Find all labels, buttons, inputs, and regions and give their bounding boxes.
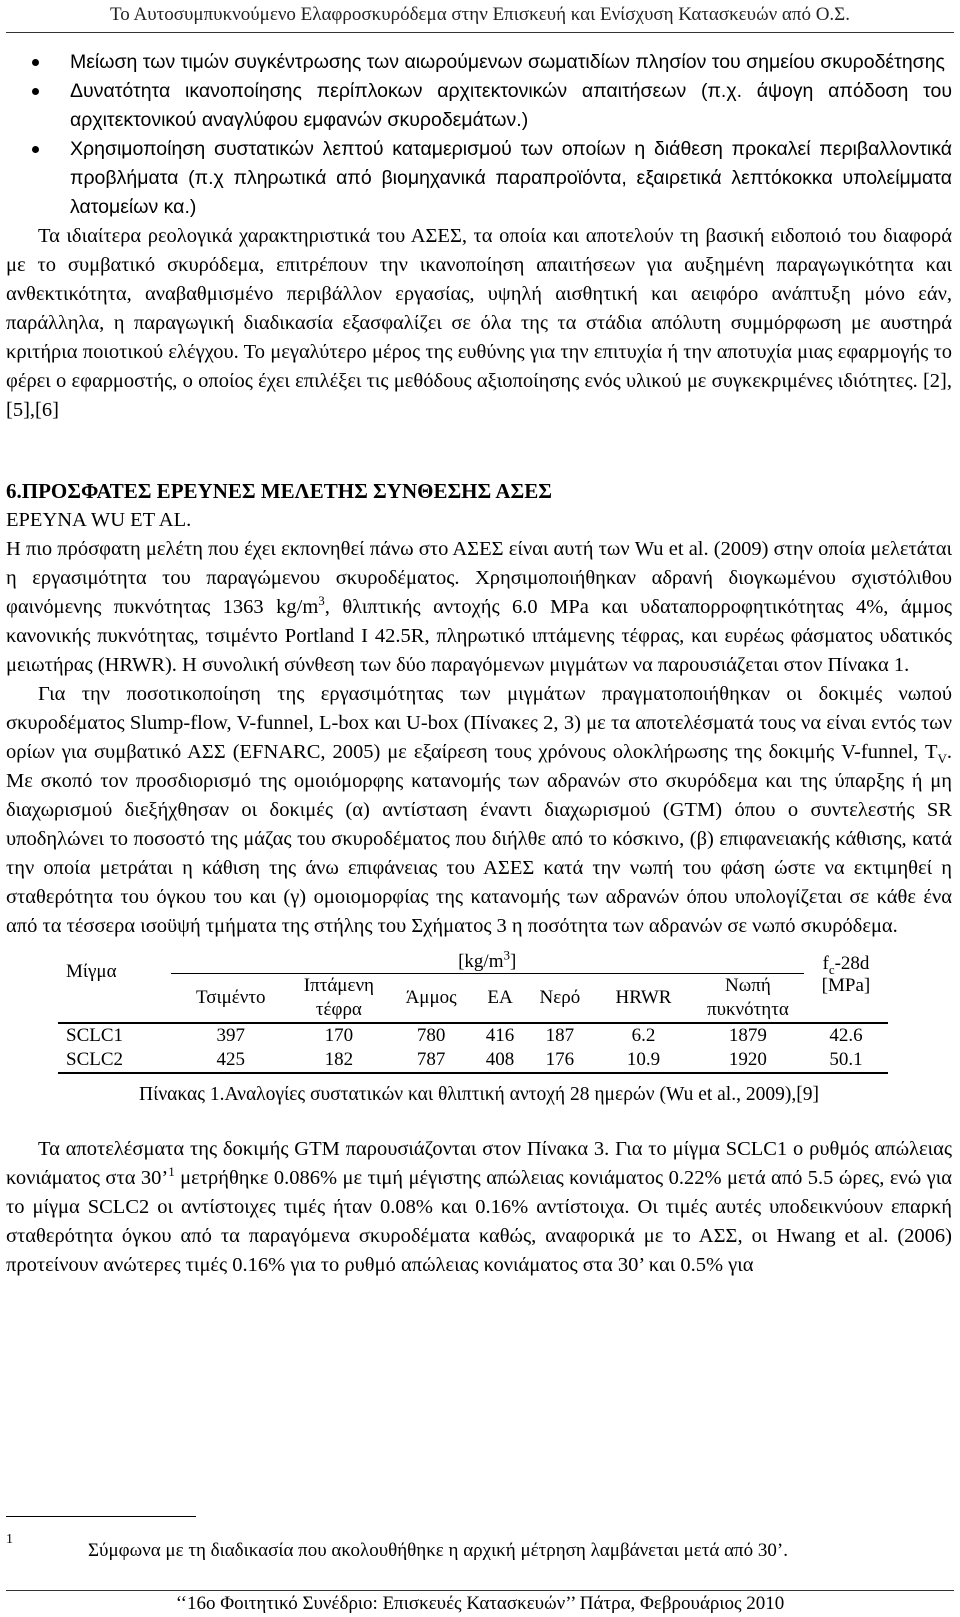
bullet-item: Δυνατότητα ικανοποίησης περίπλοκων αρχιτεκτονικών απαιτήσεων (π.χ. άψογη απόδοση του αρχιτεκτονικού αναγλύφου εμφανών σκυροδεμάτων.) — [6, 77, 952, 135]
table-row: SCLC2 425 182 787 408 176 10.9 1920 50.1 — [58, 1048, 888, 1073]
bullet-item: Μείωση των τιμών συγκέντρωσης των αιωρούμενων σωματιδίων πλησίον του σημείου σκυροδέτησης — [6, 48, 952, 77]
mix-proportions-table — [58, 947, 888, 1074]
paragraph-workability: Για την ποσοτικοποίηση της εργασιμότητας των μιγμάτων πραγματοποιήθηκαν οι δοκιμές νωπού σκυροδέματος Slump-flow, V-funnel, L-box και U-box (Πίνακες 2, 3) με τα αποτελέσματά τους να είναι εντός των ορίων για συμβατικό ΑΣΣ (EFNARC, 2005) με εξαίρεση τους χρόνους ολοκλήρωσης της δοκιμής V-funnel, $T_V$. Με σκοπό τον προσδιορισμό της ομοιόμορφης κατανομής των αδρανών στο σκυρόδεμα και της ύπαρξης ή μη διαχωρισμού διεξήχθησαν οι δοκιμές (α) αντίσταση έναντι διαχωρισμού (GTM) όπου ο συντελεστής SR υποδηλώνει το ποσοστό της μάζας του σκυροδέματος που διήλθε από το κόσκινο, (β) επιφανειακής κάθισης, κατά την οποία μετράται η κάθιση της άνω επιφάνειας του ΑΣΕΣ κατά την νωπή του φάση ώστε να εκτιμηθεί η σταθερότητα του όγκου του και (γ) ομοιομορφίας της κατανομής των αδρανών όπου υπολογίζεται σε κάθε ένα από τα τέσσερα ισοϋψή τμήματα της στήλης του Σχήματος 3 η ποσότητα των αδρανών σε νωπό σκυρόδεμα. — [6, 683, 952, 937]
header-units: $[kg/m^3]$ — [171, 951, 804, 974]
paragraph-wu-study: Η πιο πρόσφατη μελέτη που έχει εκπονηθεί πάνω στο ΑΣΕΣ είναι αυτή των Wu et al. (2009) στην οποία μελετάται η εργασιμότητα του παραγώμενου σκυροδέματος. Χρησιμοποιήθηκαν αδρανή διογκωμένου σχιστόλιθου φαινόμενης πυκνότητας 1363 $kg/m^3$, θλιπτικής αντοχής 6.0 MPa και υδαταπορροφητικότητας 4%, άμμος κανονικής πυκνότητας, τσιμέντο Portland I 42.5R, πληρωτικό ιπτάμενης τέφρας, και ευρέως φάσματος υδατικός μειωτήρας (HRWR). Η συνολική σύνθεση των δύο παραγόμενων μιγμάτων να παρουσιάζεται στον Πίνακα 1. — [6, 538, 952, 676]
section-title: 6.ΠΡΟΣΦΑΤΕΣ ΕΡΕΥΝΕΣ ΜΕΛΕΤΗΣ ΣΥΝΘΕΣΗΣ ΑΣΕΣ — [6, 479, 552, 503]
header-ea: ΕΑ — [487, 987, 513, 1008]
table-caption: Πίνακας 1.Αναλογίες συστατικών και θλιπτική αντοχή 28 ημερών (Wu et al., 2009),[9] — [139, 1084, 819, 1105]
header-cement: Τσιμέντο — [195, 987, 266, 1008]
footnote-rule — [6, 1516, 196, 1517]
header-fc: $f_c-28d$ [MPa] — [821, 953, 871, 996]
paragraph-rheology: Τα ιδιαίτερα ρεολογικά χαρακτηριστικά του ΑΣΕΣ, τα οποία και αποτελούν τη βασική ειδοποιό του διαφορά με το συμβατικό σκυρόδεμα, επιτρέπουν την ικανοποίηση απαιτήσεων για αυξημένη παραγωγικότητα και ανθεκτικότητα, αναβαθμισμένο περιβάλλον εργασίας, υψηλή αισθητική και αειφόρο ανάπτυξη μόνο εάν, παράλληλα, η παραγωγική διαδικασία εξασφαλίζει σε όλα της τα στάδια απόλυτη συμμόρφωση με αυστηρά κριτήρια ποιοτικού ελέγχου. Το μεγαλύτερο μέρος της ευθύνης για την επιτυχία ή την αποτυχία μιας εφαρμογής το φέρει ο εφαρμοστής, ο οποίος έχει επιλέξει τις μεθόδους αξιοποίησης ενός υλικού με συγκεκριμένες ιδιότητες. [2],[5],[6] — [6, 225, 952, 421]
header-rule — [6, 32, 954, 33]
header-mix: Μίγμα — [66, 961, 117, 982]
bullet-icon — [32, 59, 39, 66]
paragraph-gtm-results: Τα αποτελέσματα της δοκιμής GTM παρουσιάζονται στον Πίνακα 3. Για το μίγμα SCLC1 ο ρυθμός απώλειας κονιάματος στα 30’$^1$ μετρήθηκε 0.086% με τιμή μέγιστης απώλειας κονιάματος 0.22% μετά από 5.5 ώρες, ενώ για το μίγμα SCLC2 οι αντίστοιχες τιμές ήταν 0.08% και 0.16% αντίστοιχα. Οι τιμές αυτές υποδεικνύουν επαρκή σταθερότητα όγκου από τα παραγόμενα σκυροδέματα καθώς, αναφορικά με το ΑΣΣ, οι Hwang et al. (2006) προτείνουν ανώτερες τιμές 0.16% για το ρυθμό απώλειας κονιάματος στα 30’ και 0.5% για — [6, 1138, 952, 1276]
running-header: Το Αυτοσυμπυκνούμενο Ελαφροσκυρόδεμα στην Επισκευή και Ενίσχυση Κατασκευών από Ο.Σ. — [109, 4, 850, 25]
page-body — [6, 48, 952, 1280]
header-hrwr: HRWR — [615, 987, 672, 1008]
footnote-text: Σύμφωνα με τη διαδικασία που ακολουθήθηκε η αρχική μέτρηση λαμβάνεται μετά από 30’. — [88, 1540, 788, 1561]
bullet-icon — [32, 146, 39, 153]
header-water: Νερό — [539, 987, 581, 1008]
footer-rule — [6, 1590, 954, 1591]
running-footer: ‘‘16ο Φοιτητικό Συνέδριο: Επισκευές Κατασκευών’’ Πάτρα, Φεβρουάριος 2010 — [175, 1593, 785, 1614]
bullet-list — [6, 48, 952, 222]
header-sand: Άμμος — [405, 987, 457, 1008]
subsection-title: ΕΡΕΥΝΑ WU ET AL. — [6, 509, 192, 531]
footnote-number: 1 — [6, 1532, 13, 1547]
bullet-icon — [32, 88, 39, 95]
header-density: Νωπή πυκνότητα — [706, 975, 789, 1020]
bullet-item: Χρησιμοποίηση συστατικών λεπτού καταμερισμού των οποίων η διάθεση προκαλεί περιβαλλοντικά προβλήματα (π.χ πληρωτικά από βιομηχανικά παραπροϊόντα, εξαιρετικά λεπτόκοκκα υπολείμματα λατομείων κα.) — [6, 135, 952, 222]
header-flyash: Ιπτάμενη τέφρα — [303, 975, 374, 1020]
table-row: SCLC1 397 170 780 416 187 6.2 1879 42.6 — [66, 1025, 863, 1046]
